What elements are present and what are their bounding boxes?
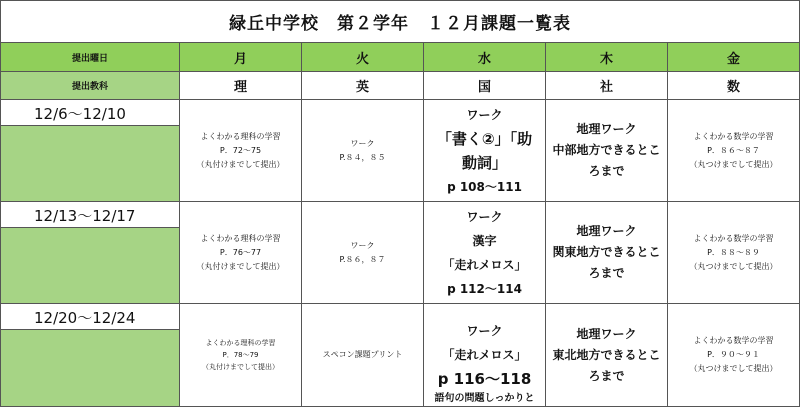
week3-fri-line3: （丸つけまでして提出）	[689, 364, 778, 373]
day-mon: 月	[233, 51, 247, 67]
week2-wed-cell	[424, 202, 546, 304]
subject-cell-thu	[546, 72, 668, 100]
week1-wed-line1: ワーク	[466, 107, 503, 122]
week3-wed-line1: ワーク	[466, 324, 503, 338]
week2-side-fill	[0, 228, 180, 304]
week2-tue-line1: ワーク	[350, 240, 375, 250]
week1-wed-line4: p 108～111	[447, 179, 522, 194]
day-label: 提出曜日	[71, 53, 108, 64]
week1-mon-line1: よくわかる理科の学習	[200, 131, 281, 141]
week3-date-cell	[0, 304, 180, 330]
subject-cell-wed	[424, 72, 546, 100]
week2-date: 12/13～12/17	[34, 207, 136, 225]
day-header-mon	[180, 43, 302, 72]
day-thu: 木	[599, 51, 613, 67]
week2-fri-cell	[668, 202, 800, 304]
week1-mon-cell	[180, 100, 302, 202]
day-fri: 金	[726, 51, 740, 67]
week3-mon-line1: よくわかる理科の学習	[205, 339, 276, 347]
week1-fri-line2: P．８６～８７	[707, 145, 760, 155]
week2-tue-cell	[302, 202, 424, 304]
week1-tue-line1: ワーク	[350, 138, 375, 148]
week1-tue-cell	[302, 100, 424, 202]
subject-math: 数	[726, 80, 740, 95]
week2-wed-line1: ワーク	[466, 209, 503, 224]
week2-thu-line1: 地理ワーク	[576, 224, 637, 238]
sheet-title	[0, 0, 800, 43]
subject-cell-fri	[668, 72, 800, 100]
day-label-cell	[0, 43, 180, 72]
week1-thu-cell	[546, 100, 668, 202]
week3-mon-line3: （丸付けまでして提出）	[202, 363, 279, 371]
week3-tue-cell	[302, 304, 424, 407]
week1-fri-line1: よくわかる数学の学習	[693, 131, 774, 141]
week2-mon-line3: （丸付けまでして提出）	[196, 261, 285, 271]
week3-tue-line1: スペコン課題プリント	[322, 350, 403, 359]
week1-date: 12/6～12/10	[34, 105, 126, 123]
subject-cell-tue	[302, 72, 424, 100]
week3-date: 12/20～12/24	[34, 309, 136, 327]
week2-date-cell	[0, 202, 180, 228]
subject-label-cell	[0, 72, 180, 100]
week2-mon-cell	[180, 202, 302, 304]
week3-fri-line2: P．９０～９１	[707, 350, 760, 359]
day-tue: 火	[355, 51, 369, 67]
week2-thu-cell	[546, 202, 668, 304]
week2-fri-line3: （丸つけまでして提出）	[689, 261, 778, 271]
week1-tue-line2: P.８４，８５	[339, 152, 386, 162]
week1-wed-line3: 動詞」	[461, 153, 507, 172]
week2-fri-line2: P．８８～８９	[707, 247, 760, 257]
week3-wed-line4: 語句の問題しっかりと	[434, 393, 535, 404]
week2-thu-line2: 関東地方できるとこ	[552, 245, 661, 259]
week3-mon-line2: P．78～79	[222, 351, 259, 359]
week1-side-fill	[0, 126, 180, 202]
day-wed: 水	[477, 51, 491, 67]
week3-thu-line2: 東北地方できるとこ	[552, 347, 661, 362]
week2-fri-line1: よくわかる数学の学習	[693, 233, 774, 243]
week2-tue-line2: P.８６，８７	[339, 254, 386, 264]
week1-thu-line3: ろまで	[588, 164, 625, 178]
week3-wed-line3: p 116～118	[437, 370, 532, 388]
week3-fri-cell	[668, 304, 800, 407]
subject-japanese: 国	[477, 80, 491, 95]
sheet-title-text: 緑丘中学校 第２学年 １２月課題一覧表	[229, 14, 571, 34]
week3-wed-line2: 「走れメロス」	[442, 348, 527, 362]
subject-science: 理	[233, 80, 247, 95]
day-header-fri	[668, 43, 800, 72]
week3-thu-cell	[546, 304, 668, 407]
week1-fri-cell	[668, 100, 800, 202]
day-header-tue	[302, 43, 424, 72]
week3-mon-cell	[180, 304, 302, 407]
subject-cell-mon	[180, 72, 302, 100]
week1-fri-line3: （丸つけまでして提出）	[689, 159, 778, 169]
week1-wed-line2: 「書く②」「助	[436, 129, 533, 148]
week3-side-fill	[0, 330, 180, 407]
subject-label: 提出教科	[71, 82, 108, 92]
week2-mon-line2: P．76～77	[219, 247, 262, 257]
week2-wed-line4: p 112～114	[447, 281, 522, 296]
week2-thu-line3: ろまで	[588, 266, 625, 280]
day-header-thu	[546, 43, 668, 72]
subject-english: 英	[355, 80, 369, 95]
week1-thu-line1: 地理ワーク	[576, 122, 637, 136]
week2-wed-line2: 漢字	[472, 233, 497, 248]
week3-thu-line1: 地理ワーク	[576, 326, 637, 341]
week2-mon-line1: よくわかる理科の学習	[200, 233, 281, 243]
week1-date-cell	[0, 100, 180, 126]
week1-mon-line3: （丸付けまでして提出）	[196, 159, 285, 169]
week3-fri-line1: よくわかる数学の学習	[693, 336, 774, 345]
week3-thu-line3: ろまで	[588, 368, 625, 383]
week1-mon-line2: P．72～75	[219, 145, 262, 155]
week1-wed-cell	[424, 100, 546, 202]
week3-wed-cell	[424, 304, 546, 407]
subject-social: 社	[599, 80, 613, 95]
day-header-wed	[424, 43, 546, 72]
week1-thu-line2: 中部地方できるとこ	[552, 143, 661, 157]
week2-wed-line3: 「走れメロス」	[442, 257, 527, 272]
